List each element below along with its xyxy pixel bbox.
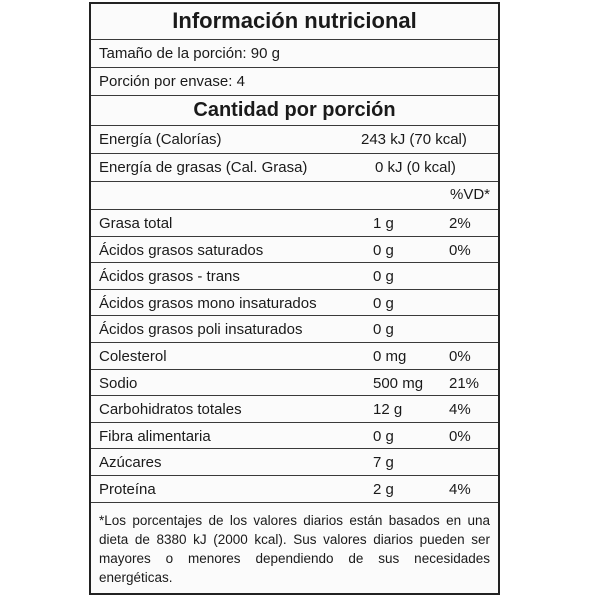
nutrient-amount: 2 g bbox=[373, 480, 394, 498]
nutrient-amount: 7 g bbox=[373, 454, 394, 472]
daily-value-header: %VD* bbox=[449, 186, 490, 203]
nutrient-name: Azúcares bbox=[99, 454, 162, 472]
nutrient-daily-value: 0% bbox=[449, 241, 471, 259]
per-serving-heading-row bbox=[91, 96, 498, 126]
nutrient-name: Ácidos grasos mono insaturados bbox=[99, 294, 317, 312]
nutrient-amount: 0 g bbox=[373, 241, 394, 259]
nutrient-row bbox=[91, 449, 498, 476]
energy-value: 243 kJ (70 kcal) bbox=[361, 131, 467, 148]
nutrient-daily-value: 21% bbox=[449, 374, 480, 392]
label-title: Información nutricional bbox=[172, 8, 417, 33]
daily-value-header-row bbox=[91, 182, 498, 210]
nutrient-amount: 0 g bbox=[373, 268, 394, 286]
nutrient-name: Ácidos grasos poli insaturados bbox=[99, 321, 303, 339]
nutrient-name: Proteína bbox=[99, 480, 156, 498]
nutrient-amount: 12 g bbox=[373, 401, 403, 419]
fat-energy-name: Energía de grasas (Cal. Grasa) bbox=[99, 159, 308, 176]
nutrient-row bbox=[91, 210, 498, 237]
nutrient-name: Sodio bbox=[99, 374, 138, 392]
fat-energy-value: 0 kJ (0 kcal) bbox=[375, 159, 456, 176]
nutrient-name: Ácidos grasos saturados bbox=[99, 241, 264, 259]
nutrient-row bbox=[91, 263, 498, 290]
nutrient-amount: 0 g bbox=[373, 427, 394, 445]
nutrient-row bbox=[91, 237, 498, 264]
nutrient-amount: 0 g bbox=[373, 321, 394, 339]
nutrient-daily-value: 4% bbox=[449, 480, 471, 498]
title-row bbox=[91, 4, 498, 40]
nutrient-row bbox=[91, 370, 498, 397]
serving-size-row bbox=[91, 40, 498, 68]
nutrient-name: Colesterol bbox=[99, 347, 167, 365]
nutrient-name: Grasa total bbox=[99, 215, 173, 232]
nutrient-daily-value: 2% bbox=[449, 215, 471, 232]
servings-per-container: Porción por envase: 4 bbox=[99, 73, 245, 90]
nutrient-row bbox=[91, 476, 498, 503]
nutrient-daily-value: 0% bbox=[449, 427, 471, 445]
nutrient-daily-value: 0% bbox=[449, 347, 471, 365]
nutrient-name: Fibra alimentaria bbox=[99, 427, 211, 445]
nutrient-row bbox=[91, 396, 498, 423]
nutrient-amount: 1 g bbox=[373, 215, 394, 232]
nutrient-daily-value: 4% bbox=[449, 401, 471, 419]
footnote: *Los porcentajes de los valores diarios están basados en una dieta de 8380 kJ (2000 kcal). Sus valores diarios pueden ser mayores o menores dependiendo de sus necesidades energéticas. bbox=[99, 512, 490, 585]
nutrient-row bbox=[91, 290, 498, 317]
nutrient-amount: 0 mg bbox=[373, 347, 407, 365]
nutrient-name: Carbohidratos totales bbox=[99, 401, 242, 419]
energy-name: Energía (Calorías) bbox=[99, 131, 222, 148]
nutrient-row bbox=[91, 423, 498, 450]
nutrient-name: Ácidos grasos - trans bbox=[99, 268, 240, 286]
fat-energy-row bbox=[91, 154, 498, 182]
nutrient-amount: 0 g bbox=[373, 294, 394, 312]
servings-per-container-row bbox=[91, 68, 498, 96]
nutrient-amount: 500 mg bbox=[373, 374, 424, 392]
nutrient-table bbox=[91, 210, 498, 503]
serving-size: Tamaño de la porción: 90 g bbox=[99, 45, 280, 62]
nutrient-row bbox=[91, 316, 498, 343]
nutrition-facts-label bbox=[89, 2, 500, 595]
energy-row bbox=[91, 126, 498, 154]
per-serving-heading: Cantidad por porción bbox=[193, 99, 396, 121]
nutrient-row bbox=[91, 343, 498, 370]
